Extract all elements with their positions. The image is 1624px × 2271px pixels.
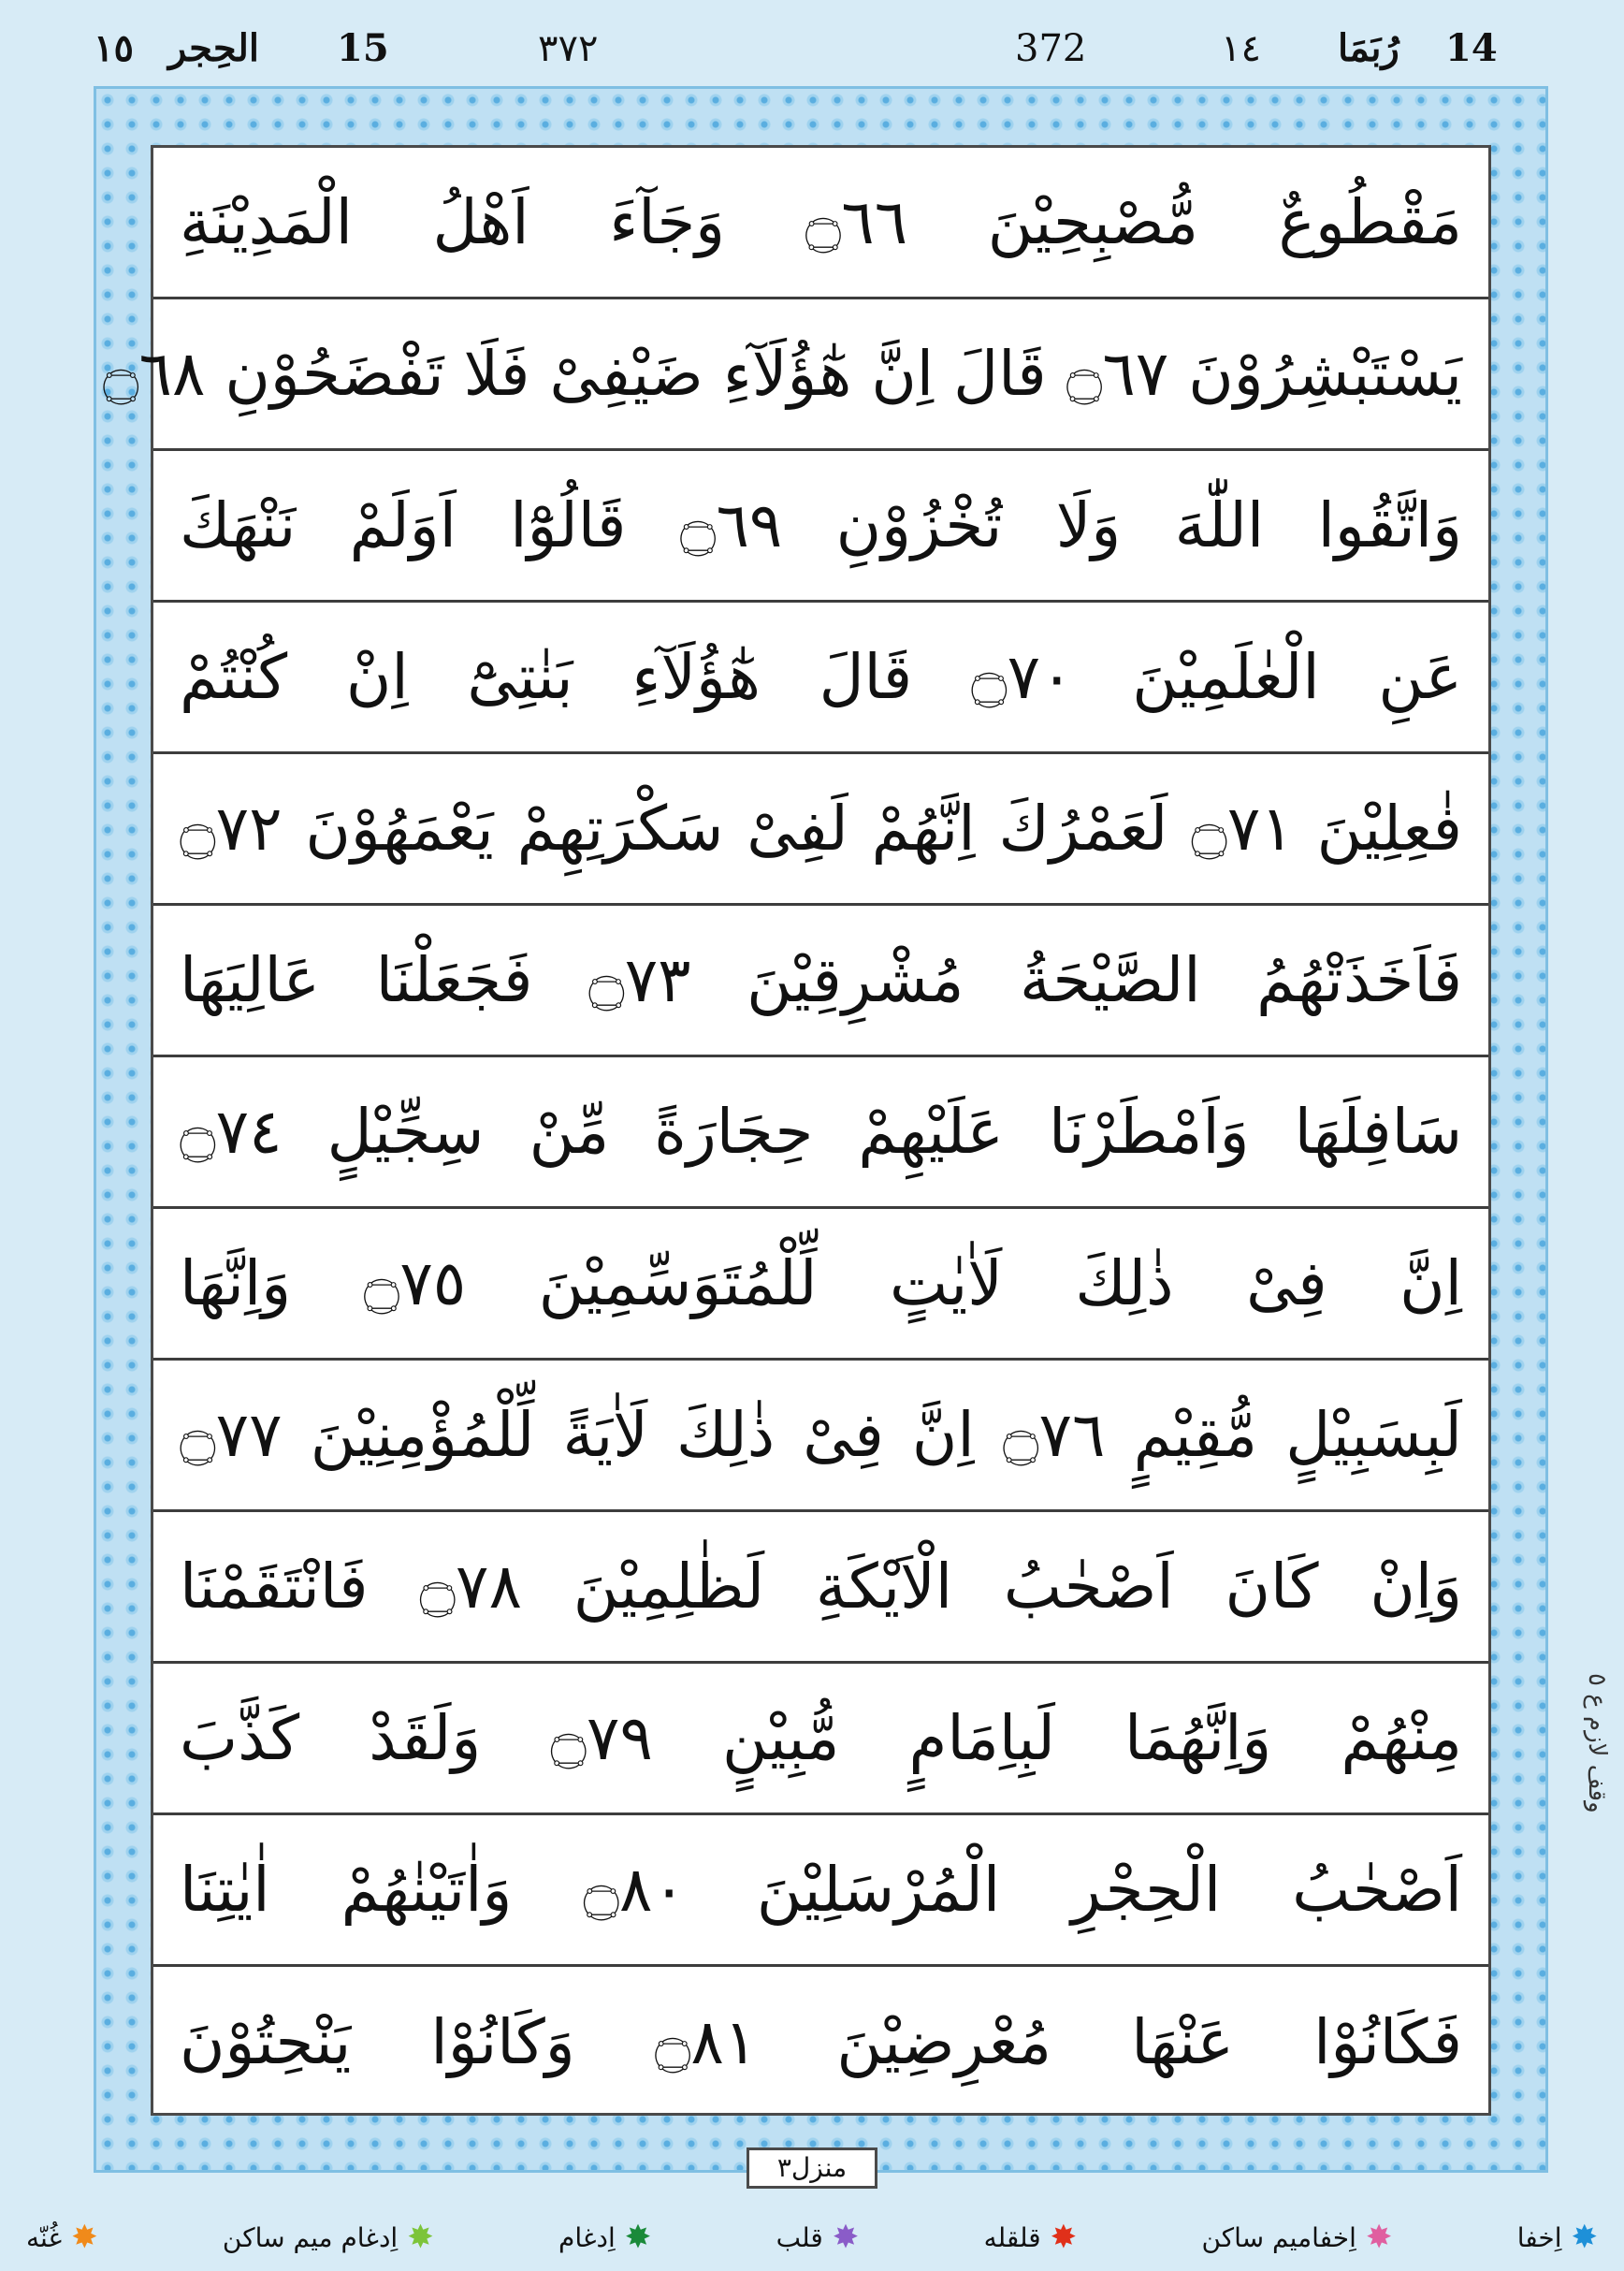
line-text: اَصْحٰبُ الْحِجْرِ الْمُرْسَلِيْنَ ۝٨٠ وَاٰتَيْنٰهُمْ اٰيٰتِنَا: [180, 1853, 1462, 1926]
line-text: سَافِلَهَا وَاَمْطَرْنَا عَلَيْهِمْ حِجَارَةً مِّنْ سِجِّيْلٍ ۝٧٤: [180, 1095, 1462, 1168]
legend-item: [26, 2219, 98, 2256]
surah-number: 15: [337, 26, 389, 70]
text-line: [153, 906, 1488, 1057]
line-text: عَنِ الْعٰلَمِيْنَ ۝٧٠ قَالَ هٰٓؤُلَآءِ بَنٰتِىْٓ اِنْ كُنْتُمْ: [180, 640, 1463, 713]
text-line: [153, 1967, 1488, 2118]
page-border: [94, 86, 1548, 2173]
color-star-icon: ✸: [832, 2219, 860, 2256]
line-text: وَاتَّقُوا اللّٰهَ وَلَا تُخْزُوْنِ ۝٦٩ قَالُوْٓا اَوَلَمْ نَنْهَكَ: [180, 488, 1462, 561]
juz-name: رُبَمَا: [1338, 26, 1399, 70]
page-number-arabic: ٣٧٢: [538, 27, 599, 70]
color-star-icon: ✸: [71, 2219, 98, 2256]
ruku-marker: وقف لازم ع ٥: [1583, 1673, 1611, 1813]
legend-label: غُنّه: [26, 2221, 63, 2253]
text-line: [153, 148, 1488, 299]
color-star-icon: ✸: [1571, 2219, 1598, 2256]
legend-item: [983, 2219, 1078, 2256]
line-text: وَاِنْ كَانَ اَصْحٰبُ الْاَيْكَةِ لَظٰلِمِيْنَ ۝٧٨ فَانْتَقَمْنَا: [180, 1550, 1462, 1623]
manzil-label: منزل٣: [747, 2147, 877, 2189]
color-star-icon: ✸: [624, 2219, 652, 2256]
juz-number-arabic: ١٤: [1221, 27, 1261, 70]
legend-label: اِدغام: [558, 2221, 616, 2253]
legend-label: اِدغام ميم ساكن: [222, 2221, 399, 2253]
color-star-icon: ✸: [407, 2219, 434, 2256]
text-line: [153, 1815, 1488, 1967]
text-line: [102, 299, 1488, 451]
text-line: [153, 1209, 1488, 1361]
line-text: فَكَانُوْا عَنْهَا مُعْرِضِيْنَ ۝٨١ وَكَانُوْا يَنْحِتُوْنَ: [180, 2006, 1462, 2078]
line-text: مِنْهُمْ وَاِنَّهُمَا لَبِاِمَامٍ مُّبِيْنٍ ۝٧٩ وَلَقَدْ كَذَّبَ: [180, 1701, 1462, 1774]
line-text: يَسْتَبْشِرُوْنَ ۝٦٧ قَالَ اِنَّ هٰٓؤُلَآءِ ضَيْفِىْ فَلَا تَفْضَحُوْنِ ۝٦٨: [102, 337, 1462, 410]
text-line: [153, 603, 1488, 754]
line-text: فَاَخَذَتْهُمُ الصَّيْحَةُ مُشْرِقِيْنَ ۝٧٣ فَجَعَلْنَا عَالِيَهَا: [180, 943, 1462, 1016]
text-line: [153, 1057, 1488, 1209]
juz-number: 14: [1445, 26, 1498, 70]
surah-name: الحِجر: [168, 26, 260, 70]
line-text: اِنَّ فِىْ ذٰلِكَ لَاٰيٰتٍ لِّلْمُتَوَسِّمِيْنَ ۝٧٥ وَاِنَّهَا: [180, 1246, 1462, 1319]
line-text: فٰعِلِيْنَ ۝٧١ لَعَمْرُكَ اِنَّهُمْ لَفِىْ سَكْرَتِهِمْ يَعْمَهُوْنَ ۝٧٢: [180, 792, 1462, 865]
legend-item: [776, 2219, 860, 2256]
surah-number-arabic: ١٥: [94, 26, 134, 70]
page-number: 372: [1015, 27, 1087, 70]
legend-label: اِخفا: [1516, 2221, 1562, 2253]
text-line: [153, 451, 1488, 603]
line-text: لَبِسَبِيْلٍ مُّقِيْمٍ ۝٧٦ اِنَّ فِىْ ذٰلِكَ لَاٰيَةً لِّلْمُؤْمِنِيْنَ ۝٧٧: [180, 1398, 1462, 1471]
legend-item: [558, 2219, 652, 2256]
legend-item: [1516, 2219, 1598, 2256]
color-star-icon: ✸: [1050, 2219, 1078, 2256]
text-line: [153, 1664, 1488, 1815]
text-panel: [102, 145, 1491, 2116]
legend-label: اِخفاميم ساكن: [1201, 2221, 1356, 2253]
legend-label: قلقله: [983, 2221, 1041, 2253]
line-text: مَقْطُوعٌ مُّصْبِحِيْنَ ۝٦٦ وَجَآءَ اَهْلُ الْمَدِيْنَةِ: [180, 185, 1462, 258]
legend-item: [222, 2219, 434, 2256]
legend-item: [1201, 2219, 1393, 2256]
text-line: [153, 1512, 1488, 1664]
tajweed-legend: [0, 2204, 1624, 2271]
legend-label: قلب: [776, 2221, 823, 2253]
color-star-icon: ✸: [1365, 2219, 1393, 2256]
text-line: [153, 1361, 1488, 1512]
text-line: [153, 754, 1488, 906]
